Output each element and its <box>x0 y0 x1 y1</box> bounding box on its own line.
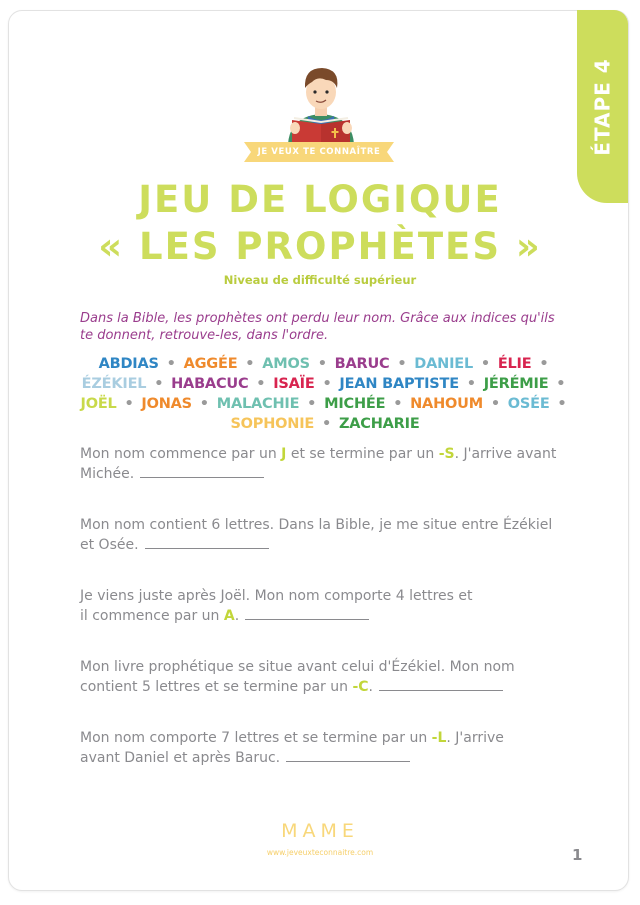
separator-dot: • <box>166 356 176 372</box>
question-2 <box>80 515 560 555</box>
separator-dot: • <box>322 376 332 392</box>
prophet-name: BARUC <box>334 356 390 372</box>
banner-text: JE VEUX TE CONNAÎTRE <box>257 147 381 157</box>
step-label: ÉTAPE 4 <box>590 57 615 156</box>
hint-letter: A <box>223 608 235 624</box>
separator-dot: • <box>124 396 134 412</box>
hint-letter: -S <box>438 446 455 462</box>
separator-dot: • <box>199 396 209 412</box>
question-4 <box>80 657 520 697</box>
question-text: et se termine par un <box>286 446 439 462</box>
question-text: Mon nom comporte 7 lettres et se termine par un <box>80 730 432 746</box>
prophet-name: ÉZÉKIEL <box>81 376 147 392</box>
answer-blank[interactable] <box>379 678 503 691</box>
page-number: 1 <box>572 846 583 864</box>
prophet-name: AGGÉE <box>183 356 238 372</box>
prophet-name: ABDIAS <box>98 356 159 372</box>
hint-letter: J <box>281 446 287 462</box>
website-link[interactable]: www.jeveuxteconnaitre.com <box>266 848 374 857</box>
prophet-name: JONAS <box>141 396 192 412</box>
separator-dot: • <box>490 396 500 412</box>
question-text: Mon nom commence par un <box>80 446 282 462</box>
prophet-name: HABACUC <box>171 376 249 392</box>
hint-letter: -C <box>352 679 369 695</box>
question-5 <box>80 728 520 768</box>
series-banner <box>244 142 394 162</box>
title-line-2: « LES PROPHÈTES » <box>98 225 542 268</box>
question-text: Je viens juste après Joël. Mon nom comporte 4 lettres et il commence par un <box>80 588 473 624</box>
separator-dot: • <box>480 356 490 372</box>
separator-dot: • <box>256 376 266 392</box>
answer-blank[interactable] <box>286 749 410 762</box>
separator-dot: • <box>154 376 164 392</box>
prophet-name: ZACHARIE <box>338 416 420 432</box>
question-text: Mon nom contient 6 lettres. Dans la Bible, je me situe entre Ézékiel et Osée. <box>80 517 553 553</box>
prophet-name: NAHOUM <box>410 396 483 412</box>
boy-reading-bible-illustration <box>278 58 364 144</box>
prophet-name: JOËL <box>80 396 117 412</box>
difficulty-subtitle: Niveau de difficulté supérieur <box>223 273 417 287</box>
separator-dot: • <box>393 396 403 412</box>
separator-dot: • <box>322 416 332 432</box>
prophet-name: ÉLIE <box>497 356 532 372</box>
prophet-name: AMOS <box>262 356 310 372</box>
question-1 <box>80 444 560 484</box>
answer-blank[interactable] <box>145 536 269 549</box>
separator-dot: • <box>557 396 567 412</box>
question-3 <box>80 586 480 626</box>
prophet-name: ISAÏE <box>273 376 315 392</box>
answer-blank[interactable] <box>140 465 264 478</box>
separator-dot: • <box>466 376 476 392</box>
prophet-name: MICHÉE <box>324 396 386 412</box>
prophet-name: JÉRÉMIE <box>483 376 549 392</box>
question-text: . <box>368 679 373 695</box>
prophet-name: SOPHONIE <box>230 416 315 432</box>
instructions: Dans la Bible, les prophètes ont perdu leur nom. Grâce aux indices qu'ils te donnent, retrouve-les, dans l'ordre. <box>80 311 555 343</box>
title-line-1: JEU DE LOGIQUE <box>138 178 502 221</box>
publisher-logo: MAME <box>281 820 359 842</box>
step-tab <box>577 10 628 203</box>
hint-letter: -L <box>431 730 447 746</box>
separator-dot: • <box>556 376 566 392</box>
prophet-names-list <box>70 354 580 434</box>
prophet-name: DANIEL <box>414 356 474 372</box>
question-text: Mon livre prophétique se situe avant celui d'Ézékiel. Mon nom contient 5 lettres et se termine par un <box>80 659 515 695</box>
question-text: . J'arrive avant Daniel et après Baruc. <box>80 730 504 766</box>
separator-dot: • <box>397 356 407 372</box>
separator-dot: • <box>307 396 317 412</box>
separator-dot: • <box>317 356 327 372</box>
prophet-name: MALACHIE <box>216 396 300 412</box>
prophet-name: JEAN BAPTISTE <box>339 376 459 392</box>
answer-blank[interactable] <box>245 607 369 620</box>
question-text: . <box>234 608 240 624</box>
separator-dot: • <box>539 356 549 372</box>
prophet-name: OSÉE <box>507 396 550 412</box>
question-text: . J'arrive avant Michée. <box>80 446 557 482</box>
separator-dot: • <box>245 356 255 372</box>
